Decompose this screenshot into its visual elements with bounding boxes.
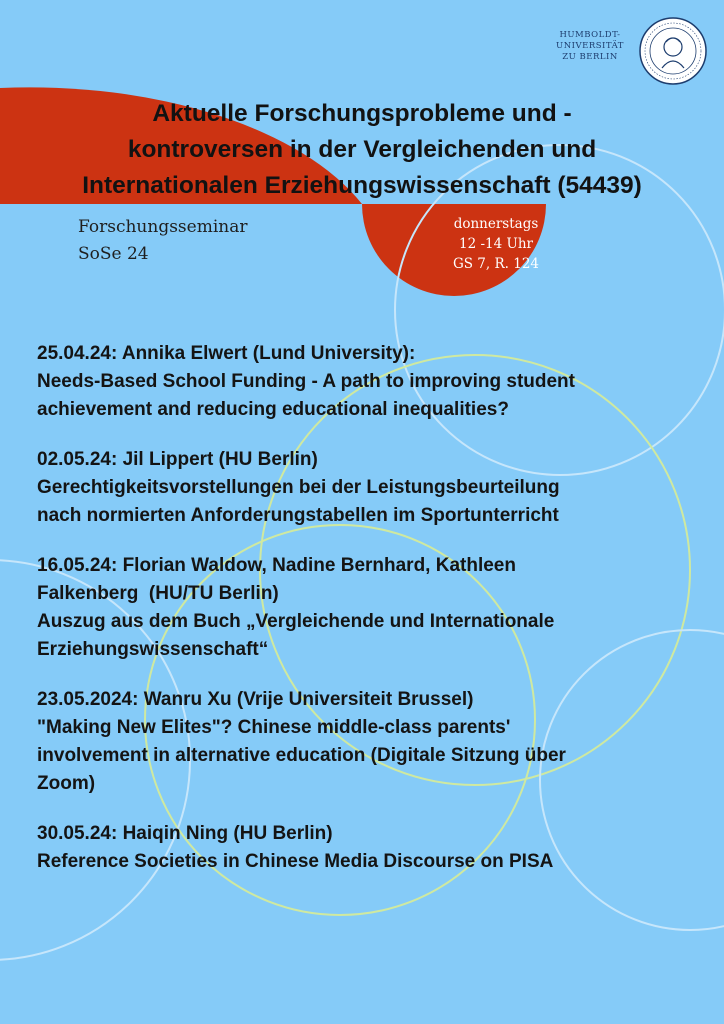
schedule-room: GS 7, R. 124 [452, 256, 539, 272]
session-line: Auszug aus dem Buch „Vergleichende und Internationale [37, 611, 555, 632]
logo-line: UNIVERSITÄT [556, 41, 624, 51]
page-title [20, 96, 704, 204]
humboldt-seal-icon [638, 16, 708, 86]
session-item [37, 686, 705, 798]
seminar-term: SoSe 24 [78, 244, 149, 264]
seminar-info [78, 214, 247, 268]
title-line: kontroversen in der Vergleichenden und [127, 136, 597, 163]
session-line: Zoom) [37, 773, 96, 794]
session-line: 16.05.24: Florian Waldow, Nadine Bernhard, Kathleen [37, 555, 516, 576]
session-line: achievement and reducing educational inequalities? [37, 399, 509, 420]
session-line: Reference Societies in Chinese Media Discourse on PISA [37, 851, 554, 872]
schedule-day: donnerstags [453, 216, 539, 232]
session-line: Needs-Based School Funding - A path to improving student [37, 371, 575, 392]
session-line: 30.05.24: Haiqin Ning (HU Berlin) [37, 823, 333, 844]
logo-line: HUMBOLDT- [559, 30, 621, 40]
title-line: Internationalen Erziehungswissenschaft (54439) [82, 172, 642, 199]
session-line: Gerechtigkeitsvorstellungen bei der Leistungsbeurteilung [37, 477, 560, 498]
seminar-type: Forschungsseminar [78, 217, 248, 237]
session-item [37, 820, 705, 876]
session-line: Erziehungswissenschaft“ [37, 639, 269, 660]
logo-wordmark [548, 30, 632, 63]
session-line: "Making New Elites"? Chinese middle-class parents' [37, 717, 511, 738]
session-line: 25.04.24: Annika Elwert (Lund University): [37, 343, 416, 364]
session-line: 02.05.24: Jil Lippert (HU Berlin) [37, 449, 318, 470]
session-line: Falkenberg (HU/TU Berlin) [37, 583, 279, 604]
session-item [37, 552, 705, 664]
logo-line: ZU BERLIN [562, 52, 618, 62]
session-list [37, 340, 705, 898]
university-logo [548, 16, 708, 86]
schedule-info [430, 214, 562, 274]
schedule-time: 12 -14 Uhr [458, 236, 534, 252]
session-line: nach normierten Anforderungstabellen im Sportunterricht [37, 505, 559, 526]
session-line: 23.05.2024: Wanru Xu (Vrije Universiteit Brussel) [37, 689, 474, 710]
session-item [37, 446, 705, 530]
title-line: Aktuelle Forschungsprobleme und - [152, 100, 572, 127]
session-line: involvement in alternative education (Digitale Sitzung über [37, 745, 566, 766]
session-item [37, 340, 705, 424]
